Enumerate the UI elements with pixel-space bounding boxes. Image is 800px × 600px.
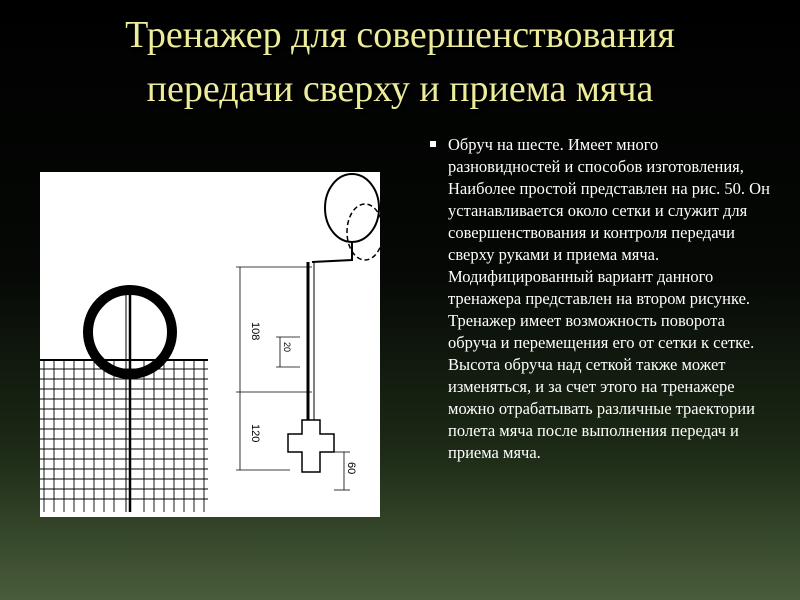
trainer-drawing [40,172,380,517]
slide-title [0,8,800,116]
title-line-1: Тренажер для совершенствования [125,14,675,56]
dim-label-120: 120 [249,424,261,443]
list-item [430,134,770,464]
title-line-2: передачи сверху и приема мяча [146,68,654,110]
bullet-square-icon [430,141,436,147]
trainer-illustration [40,172,380,517]
dim-label-108: 108 [249,322,261,341]
dim-label-20: 20 [282,342,292,353]
description-text: Обруч на шесте. Имеет много разновидностей и способов изготовления, Наиболее простой представлен на рис. 50. Он устанавливается около сетки и служит для совершенствования и контроля передачи сверху руками и приема мяча. Модифицированный вариант данного тренажера представлен на втором рисунке. Тренажер имеет возможность поворота обруча и перемещения его от сетки к сетке. Высота обруча над сеткой также может изменяться, и за счет этого на тренажере можно отрабатывать различные траектории полета мяча после выполнения передач и приема мяча. [448,135,770,462]
volleyball-net [40,360,208,512]
description-list [430,134,770,464]
dim-label-60: 60 [345,462,357,475]
